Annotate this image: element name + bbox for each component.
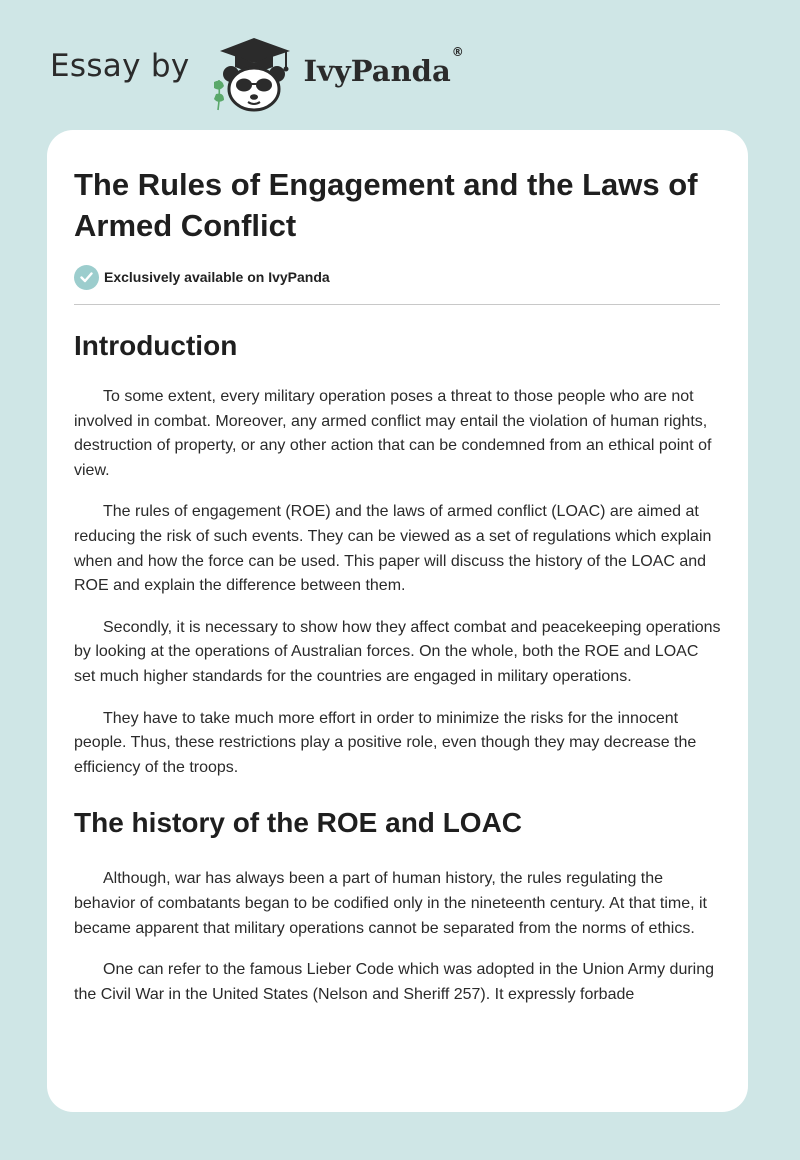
paragraph: One can refer to the famous Lieber Code which was adopted in the Union Army during the Civil War in the United States (Nelson and Sheriff 257). It expressly forbade xyxy=(74,961,715,1003)
section-heading-introduction: Introduction xyxy=(74,330,238,361)
page-title: The Rules of Engagement and the Laws of Armed Conflict xyxy=(74,167,698,243)
paragraph: To some extent, every military operation poses a threat to those people who are not involved in combat. Moreover, any armed conflict may entail the violation of human rights, destruction of property, or any other action that can be condemned from an ethical point of view. xyxy=(74,388,712,479)
brand-name xyxy=(303,45,464,88)
brand-name-text: IvyPanda xyxy=(303,54,451,88)
paragraph: Although, war has always been a part of human history, the rules regulating the behavior of combatants began to be codified only in the nineteenth century. At that time, it became apparent that military operations cannot be separated from the norms of ethics. xyxy=(74,870,707,937)
paragraph: Secondly, it is necessary to show how they affect combat and peacekeeping operations by looking at the operations of Australian forces. On the whole, both the ROE and LOAC set much higher standards for the countries are engaged in military operations. xyxy=(74,618,721,685)
panda-logo-svg xyxy=(206,34,302,114)
site-header xyxy=(50,34,464,114)
ivypanda-logo-icon[interactable] xyxy=(206,34,302,114)
paragraph: The rules of engagement (ROE) and the laws of armed conflict (LOAC) are aimed at reducing the risk of such events. They can be viewed as a set of regulations which explain when and how the force can be used. This paper will discuss the history of the LOAC and ROE and explain the difference between them. xyxy=(74,503,712,595)
exclusive-badge xyxy=(74,263,721,291)
essay-card xyxy=(47,130,748,1112)
paragraph: They have to take much more effort in order to minimize the risks for the innocent people. Thus, these restrictions play a positive role, even though they may decrease the efficiency of the troops. xyxy=(74,709,697,776)
exclusive-label: Exclusively available on IvyPanda xyxy=(104,269,330,285)
check-icon xyxy=(74,265,99,290)
registered-mark: ® xyxy=(451,45,464,60)
title-divider xyxy=(74,304,720,305)
essay-by-label: Essay by xyxy=(50,48,190,84)
section-heading-history: The history of the ROE and LOAC xyxy=(74,807,523,839)
